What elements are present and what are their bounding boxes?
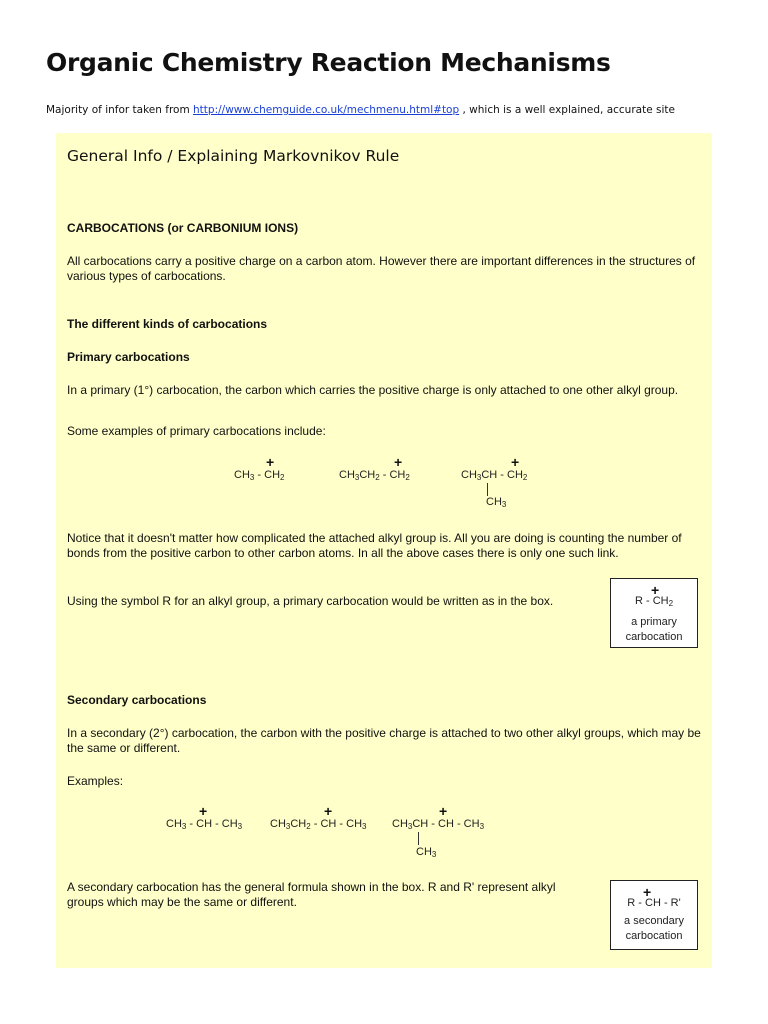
carbocations-paragraph: All carbocations carry a positive charge on a carbon atom. However there are important differences in the structures of various types of carbocations.: [67, 254, 696, 283]
positive-charge-icon: +: [324, 803, 333, 819]
secondary-box-label-2: carbocation: [625, 930, 683, 942]
source-line: [46, 104, 675, 116]
section-heading: General Info / Explaining Markovnikov Rule: [67, 147, 400, 165]
primary-box-label-2: carbocation: [625, 631, 683, 643]
page-title: Organic Chemistry Reaction Mechanisms: [46, 48, 611, 77]
secondary-example-2: $CH_3CH_2$ - CH - $CH_3$: [270, 818, 367, 831]
source-link[interactable]: http://www.chemguide.co.uk/mechmenu.html#top: [193, 104, 460, 116]
secondary-formula-box: [610, 880, 698, 950]
source-prefix: Majority of infor taken from: [46, 104, 194, 116]
bond-line: [418, 832, 419, 845]
positive-charge-icon: +: [511, 454, 520, 470]
primary-paragraph-2: Some examples of primary carbocations include:: [67, 424, 326, 438]
positive-charge-icon: +: [199, 803, 208, 819]
kinds-heading: The different kinds of carbocations: [67, 317, 268, 331]
primary-paragraph-1: In a primary (1°) carbocation, the carbon which carries the positive charge is only attached to one other alkyl group.: [67, 383, 679, 397]
secondary-example-1: $CH_3$ - CH - $CH_3$: [166, 818, 243, 831]
secondary-heading: Secondary carbocations: [67, 693, 207, 707]
primary-paragraph-3: Notice that it doesn't matter how complicated the attached alkyl group is. All you are doing is counting the number of bonds from the positive carbon to other carbon atoms. In all the above cases there is only one such link.: [67, 531, 682, 560]
primary-example-3-branch: $CH_3$: [486, 496, 507, 509]
primary-box-formula: R - $CH_2$: [634, 595, 674, 608]
positive-charge-icon: +: [651, 582, 660, 598]
carbocations-heading: CARBOCATIONS (or CARBONIUM IONS): [67, 221, 299, 235]
positive-charge-icon: +: [643, 884, 652, 900]
bond-line: [487, 483, 488, 496]
primary-example-3: $CH_3CH - CH_2$: [461, 469, 528, 482]
positive-charge-icon: +: [394, 454, 403, 470]
secondary-box-label-1: a secondary: [624, 915, 684, 927]
primary-example-1: $CH_3 - CH_2$: [234, 469, 285, 482]
content-panel: [56, 133, 712, 968]
positive-charge-icon: +: [439, 803, 448, 819]
secondary-paragraph-1: In a secondary (2°) carbocation, the carbon with the positive charge is attached to two other alkyl groups, which may be the same or different.: [67, 726, 701, 755]
secondary-paragraph-2: Examples:: [67, 774, 124, 788]
secondary-example-3-branch: $CH_3$: [416, 846, 437, 859]
primary-formula-box: [610, 578, 698, 648]
source-suffix: , which is a well explained, accurate site: [459, 104, 675, 116]
primary-heading: Primary carbocations: [67, 350, 190, 364]
primary-box-label-1: a primary: [631, 616, 677, 628]
secondary-paragraph-3: A secondary carbocation has the general formula shown in the box. R and R' represent alkyl groups which may be the same or different.: [67, 880, 556, 909]
primary-example-2: $CH_3CH_2 - CH_2$: [339, 469, 410, 482]
primary-paragraph-4: Using the symbol R for an alkyl group, a primary carbocation would be written as in the box.: [67, 594, 554, 608]
secondary-box-formula: R - CH - R': [627, 897, 681, 909]
positive-charge-icon: +: [266, 454, 275, 470]
secondary-example-3: $CH_3CH$ - CH - $CH_3$: [392, 818, 485, 831]
